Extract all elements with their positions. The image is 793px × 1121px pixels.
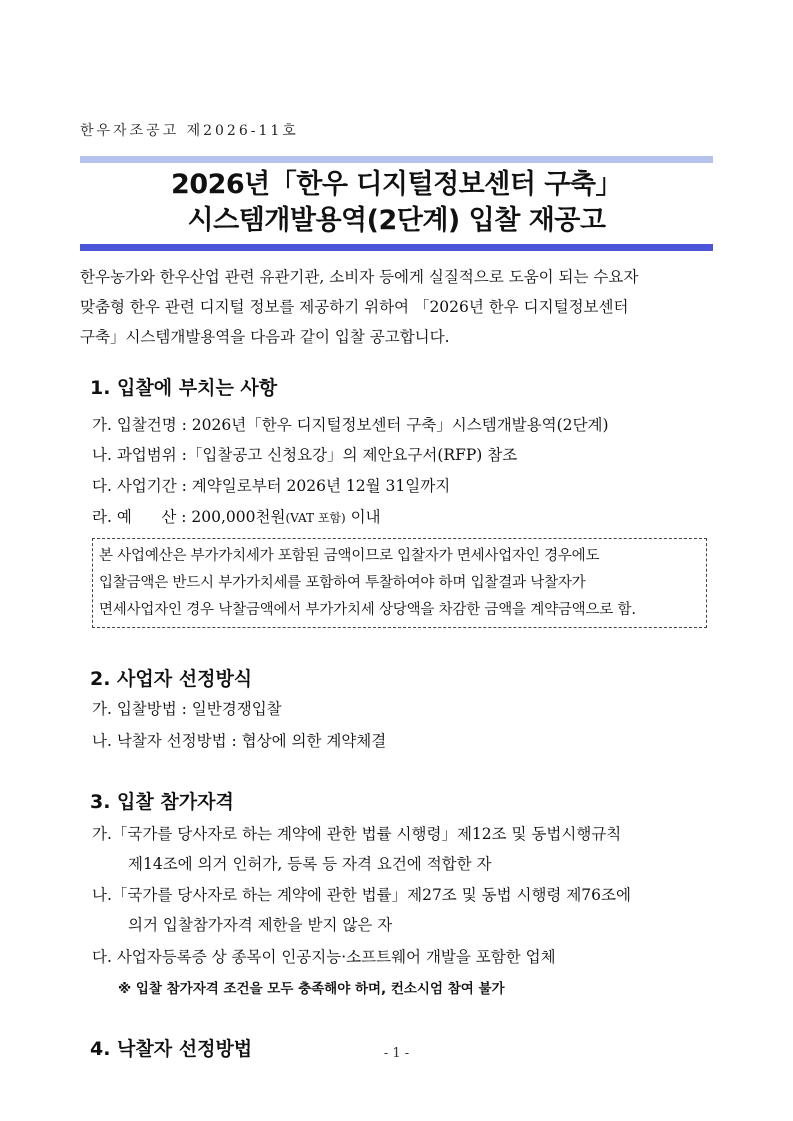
document-number: 한우자조공고 제2026-11호 [80, 123, 299, 139]
title-bottom-bar [80, 244, 713, 251]
section-3-item-b-cont: 의거 입찰참가자격 제한을 받지 않은 자 [128, 916, 393, 934]
section-1-item-b: 나. 과업범위 :「입찰공고 신청요강」의 제안요구서(RFP) 참조 [92, 446, 518, 464]
title-line-1: 2026년「한우 디지털정보센터 구축」 [171, 169, 622, 200]
budget-note-box [92, 538, 707, 628]
note-line: 면세사업자인 경우 낙찰금액에서 부가가치세 상당액을 차감한 금액을 계약금액으로 함. [99, 602, 636, 618]
eligibility-warning: ※ 입찰 참가자격 조건을 모두 충족해야 하며, 컨소시엄 참여 불가 [118, 981, 505, 997]
section-2-heading: 2. 사업자 선정방식 [90, 668, 253, 690]
note-line: 입찰금액은 반드시 부가가치세를 포함하여 투찰하여야 하며 입찰결과 낙찰자가 [99, 575, 586, 591]
section-3-item-c: 다. 사업자등록증 상 종목이 인공지능·소프트웨어 개발을 포함한 업체 [92, 948, 556, 966]
section-1-heading: 1. 입찰에 부치는 사항 [90, 377, 278, 399]
section-1-item-d [92, 505, 381, 527]
intro-line: 구축」시스템개발용역을 다음과 같이 입찰 공고합니다. [80, 328, 450, 346]
section-3-heading: 3. 입찰 참가자격 [90, 791, 234, 813]
title-block [80, 156, 713, 251]
section-3-item-a-cont: 제14조에 의거 인허가, 등록 등 자격 요건에 적합한 자 [128, 855, 492, 873]
title-top-bar [80, 156, 713, 163]
section-4-heading: 4. 낙찰자 선정방법 [90, 1038, 253, 1060]
section-3-item-a: 가.「국가를 당사자로 하는 계약에 관한 법률 시행령」제12조 및 동법시행규칙 [92, 825, 622, 843]
page-title [80, 163, 713, 244]
title-line-2: 시스템개발용역(2단계) 입찰 재공고 [187, 205, 606, 236]
section-1-item-a: 가. 입찰건명 : 2026년「한우 디지털정보센터 구축」시스템개발용역(2단계) [92, 416, 609, 434]
budget-vat-note: (VAT 포함) [285, 511, 346, 525]
budget-suffix: 이내 [345, 508, 381, 526]
section-2-item-a: 가. 입찰방법 : 일반경쟁입찰 [92, 700, 282, 718]
intro-line: 맞춤형 한우 관련 디지털 정보를 제공하기 위하여 「2026년 한우 디지털정보센터 [80, 298, 629, 316]
page-number: - 1 - [383, 1046, 410, 1061]
section-3-item-b: 나.「국가를 당사자로 하는 계약에 관한 법률」제27조 및 동법 시행령 제76조에 [92, 886, 631, 904]
intro-line: 한우농가와 한우산업 관련 유관기관, 소비자 등에게 실질적으로 도움이 되는 수요자 [80, 268, 639, 286]
section-2-item-b: 나. 낙찰자 선정방법 : 협상에 의한 계약체결 [92, 732, 387, 750]
note-line: 본 사업예산은 부가가치세가 포함된 금액이므로 입찰자가 면세사업자인 경우에도 [99, 548, 600, 564]
intro-paragraph [80, 262, 720, 352]
budget-amount: 라. 예 산 : 200,000천원 [92, 508, 286, 526]
section-1-item-c: 다. 사업기간 : 계약일로부터 2026년 12월 31일까지 [92, 477, 451, 495]
